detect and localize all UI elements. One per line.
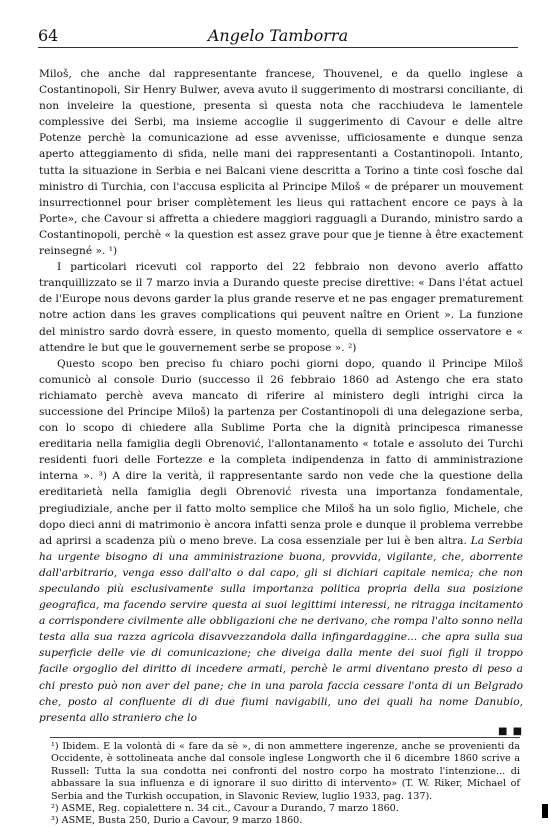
paragraph: I particolari ricevuti col rapporto del 22 febbraio non devono averlo affatto tranquillizzato se il 7 marzo invia a Durando queste precise direttive: « Dans l'état actuel de l'Europe nous devons garder la plus grande reserve et ne pas engager prematurement notre action dans les graves complications qui peuvent naître en Orient ». La funzione del ministro sardo dovrà essere, in questo momento, quella di semplice osservatore e « attendre le but que le gouvernement serbe se propose ». ²) xyxy=(39,261,523,354)
paragraph xyxy=(39,356,523,726)
footnote-rule xyxy=(50,737,520,738)
body-text xyxy=(39,66,523,726)
page-number: 64 xyxy=(38,26,59,45)
paragraph-text: Questo scopo ben preciso fu chiaro pochi giorni dopo, quando il Principe Miloš comunicò al console Durio (successo il 26 febbraio 1860 ad Astengo che era stato richiamato perchè aveva mancato di riferire al ministero degli intrighi circa la successione del Principe Miloš) la partenza per Costantinopoli di una delegazione serba, con lo scopo di chiedere alla Sublime Porta che la dignità principesca rimanesse ereditaria nella famiglia degli Obrenović, l'allontanamento « totale e assoluto dei Turchi residenti fuori delle Fortezze e la completa indipendenza in fatto di amministrazione interna ». ³) A dire la verità, il rappresentante sardo non vede che la questione della ereditarietà nella famiglia degli Obrenović rivesta una importanza fondamentale, pregiudiziale, anche per il fatto molto semplice che Miloš ha un solo figlio, Michele, che dopo dieci anni di matrimonio è ancora infatti senza prole e dunque il problema verrebbe ad aprirsi a scadenza più o meno breve. La cosa essenziale per lui è ben altra. xyxy=(39,357,523,547)
footnote: ²) ASME, Reg. copialettere n. 34 cit., Cavour a Durando, 7 marzo 1860. xyxy=(51,803,399,815)
footnote: ³) ASME, Busta 250, Durio a Cavour, 9 marzo 1860. xyxy=(51,815,303,827)
continuation-mark: ■ ■ xyxy=(498,726,524,737)
footnote: ¹) Ibidem. E la volontà di « fare da sè », di non ammettere ingerenze, anche se provenienti da Occidente, è sottolineata anche dal console inglese Longworth che il 6 dicembre 1860 scrive a Russell: Tutta la sua condotta nei confronti del nostro corpo ha mostrato l'intenzione... di abbassare la sua influenza e di ignorare il suo diritto di intervento» (T. W. Riker, Michael of Serbia and the Turkish occupation, in Slavonic Review, luglio 1933, pag. 137). xyxy=(51,741,520,802)
scan-edge-mark xyxy=(542,804,548,818)
footnotes xyxy=(51,741,520,828)
italic-quote: La Serbia ha urgente bisogno di una amministrazione buona, provvida, vigilante, che, aborrente dall'arbitrario, venga esso dall'alto o dal capo, gli si dichiari capitale nemica; che non speculando più esclusivamente sulla importanza politica propria della sua posizione geografica, ma facendo servire questa ai suoi legittimi interessi, ne ritragga incitamento a corrispondere civilmente alle obbligazioni che ne derivano, che rompa l'alto sonno nella testa alla sua razza agricola disavvezzandola dalla infingardaggine... che apra sulla sua superficie delle vie di comunicazione; che diveiga dalla mente dei suoi figli il troppo facile orgoglio del diritto di incedere armati, perchè le armi diventano presto di peso a chi presto può non aver del pane; che in una parola faccia cessare l'onta di un Belgrado che, posto al confluente di di due fiumi navigabili, uno dei quali ha nome Danubio, presenta allo straniero che lo xyxy=(39,534,523,724)
page-header xyxy=(38,26,518,48)
paragraph: Miloš, che anche dal rappresentante francese, Thouvenel, e da quello inglese a Costantinopoli, Sir Henry Bulwer, aveva avuto il suggerimento di mostrarsi conciliante, di non inveleire la questione, presenta sì questa nota che racchiudeva le lamentele complessive dei Serbi, ma insieme accoglie il suggerimento di Cavour e delle altre Potenze perchè la comunicazione ad esse avvenisse, ufficiosamente e dunque senza aperto atteggiamento di sfida, nelle mani dei rappresentanti a Costantinopoli. Intanto, tutta la situazione in Serbia e nei Balcani viene descritta a Torino a tinte così fosche dal ministro di Turchia, con l'accusa esplicita al Principe Miloš « de préparer un mouvement insurrectionnel pour briser complètement les lieus qui rattachent encore ce pays à la Porte», che Cavour si affretta a chiedere maggiori ragguagli a Durando, ministro sardo a Costantinopoli, perchè « la question est assez grave pour que je tienne à être exactement reinsegné ». ¹) xyxy=(39,68,523,258)
running-head: Angelo Tamborra xyxy=(207,26,349,45)
header-rule xyxy=(38,47,518,48)
